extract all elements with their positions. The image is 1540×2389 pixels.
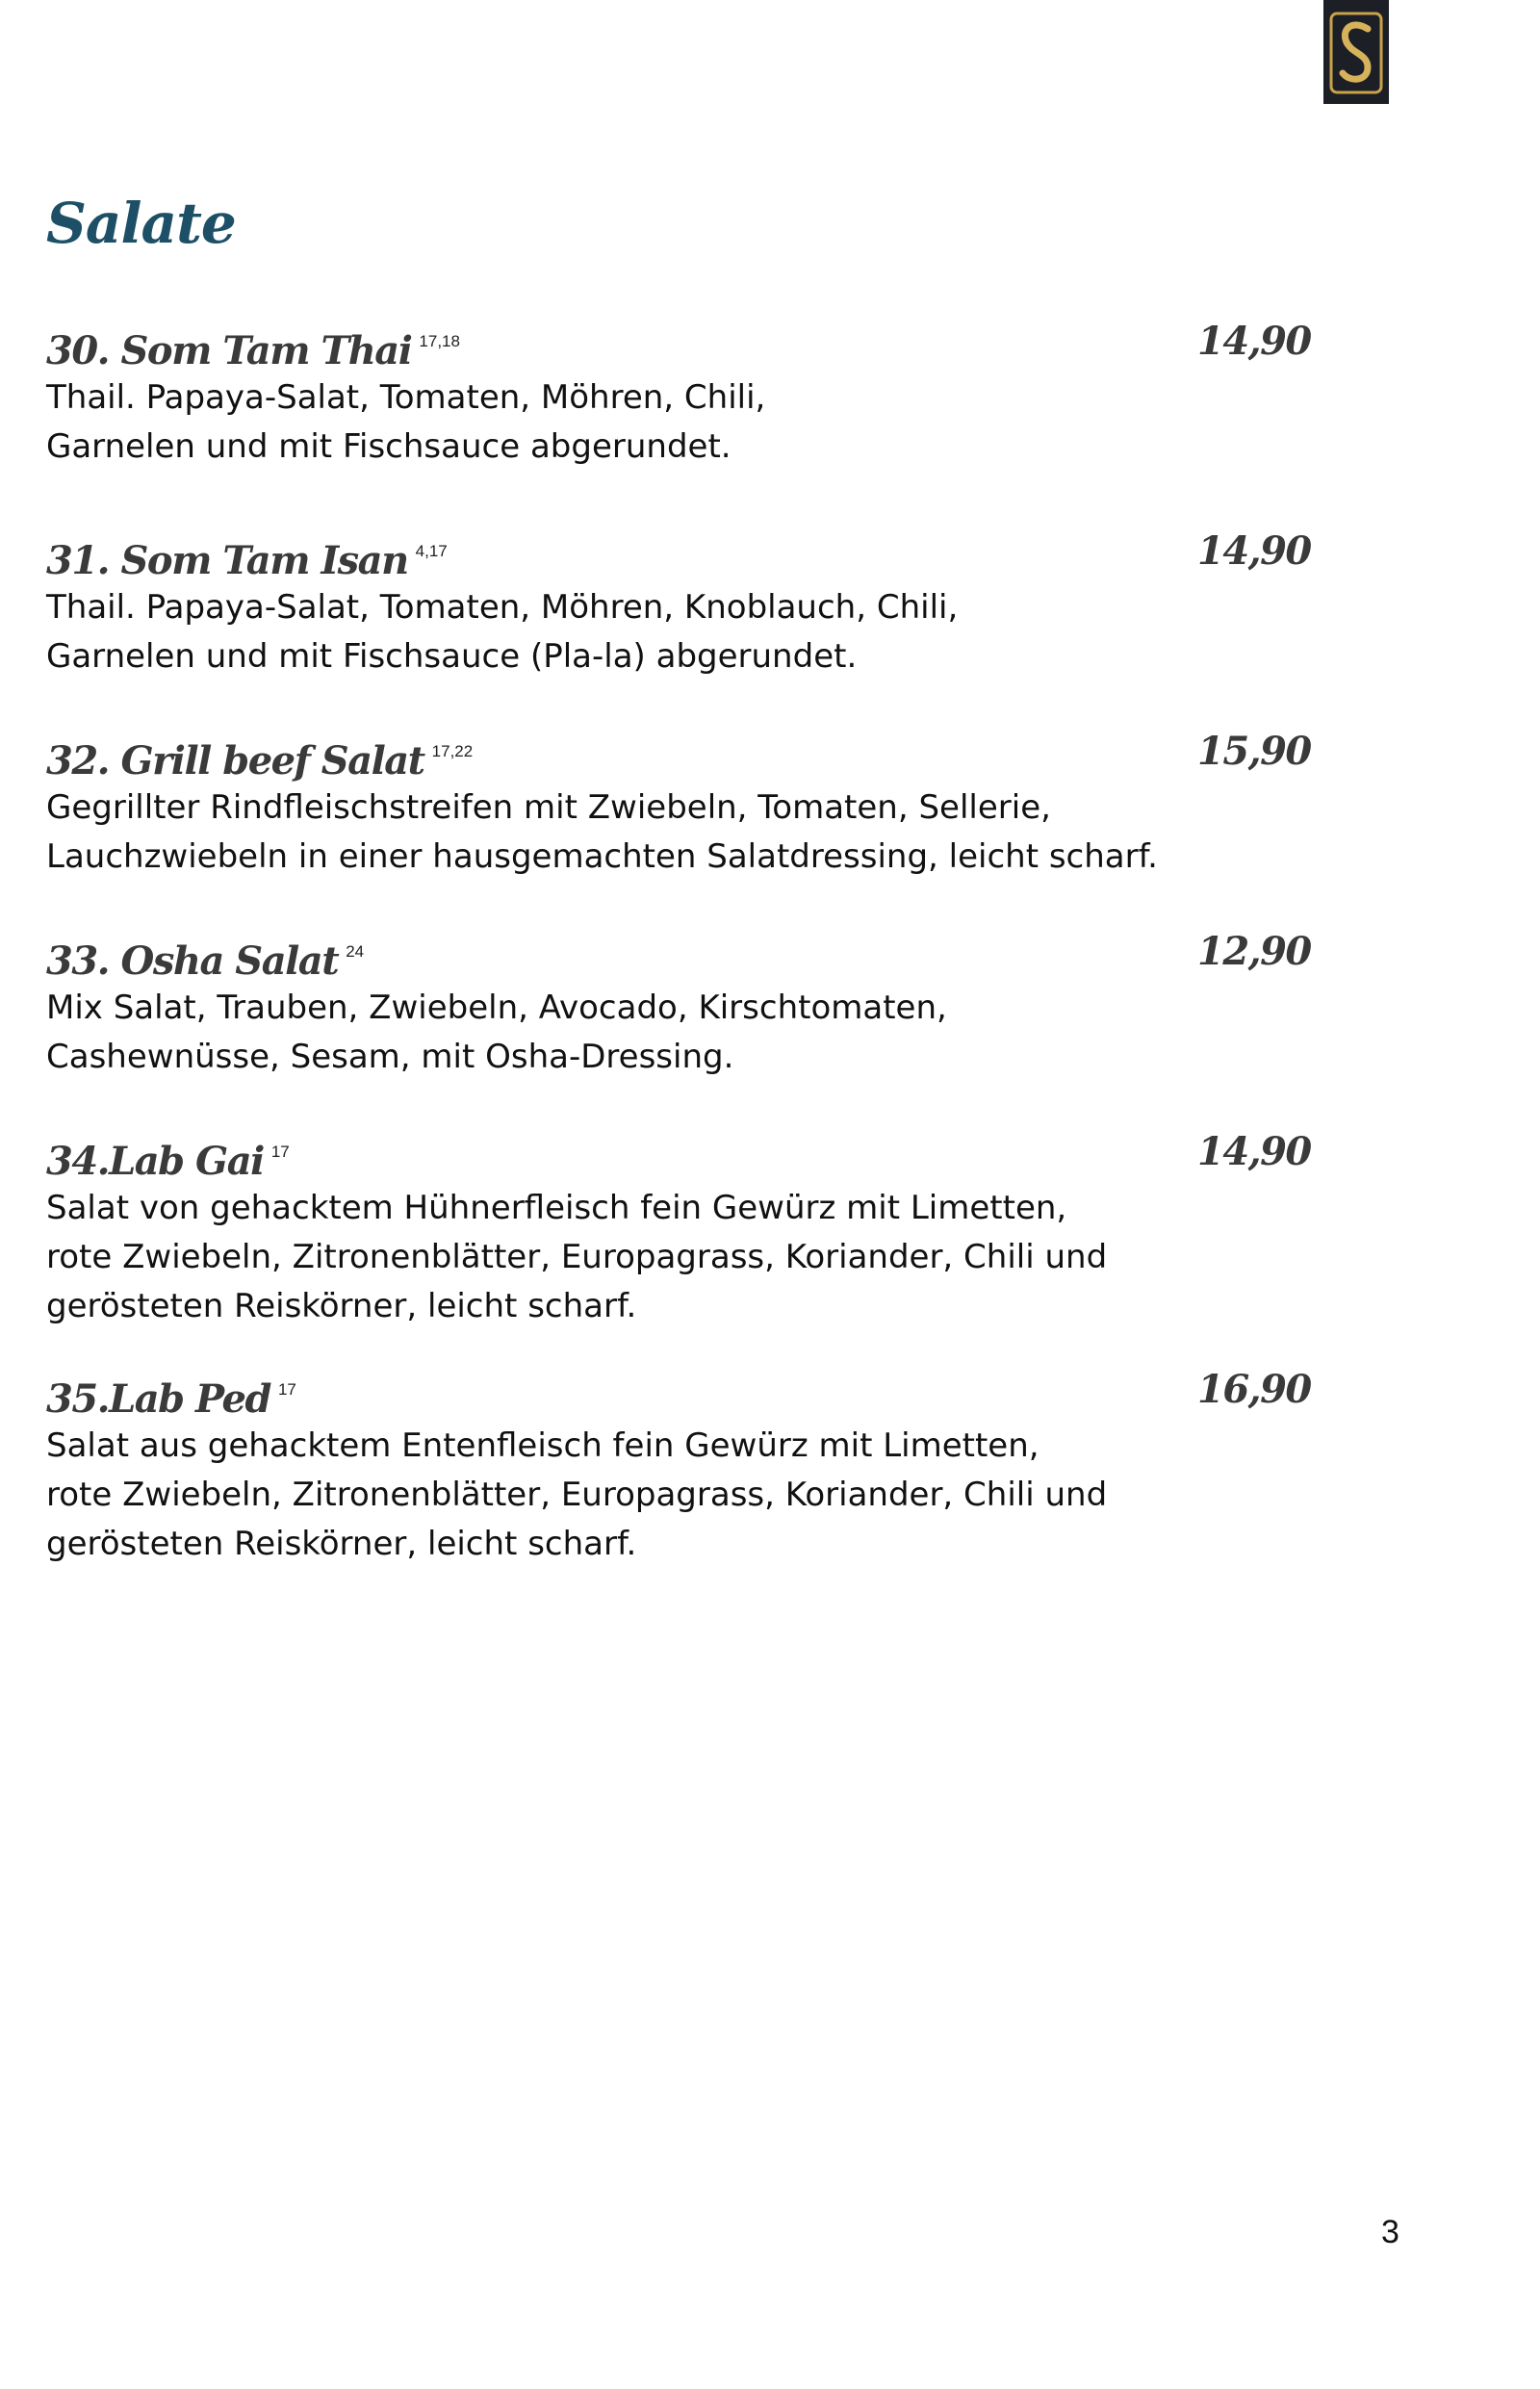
menu-list [46, 318, 1311, 1569]
section-title: Salate [46, 191, 236, 256]
item-description: Salat von gehacktem Hühnerfleisch fein Gewürz mit Limetten, rote Zwiebeln, Zitronenblätter, Europagrass, Koriander, Chili und gerösteten Reiskörner, leicht scharf. [46, 1189, 1108, 1325]
page-number: 3 [1381, 2214, 1399, 2250]
item-name: 35.Lab Ped [46, 1376, 270, 1422]
item-description: Thail. Papaya-Salat, Tomaten, Möhren, Chili, Garnelen und mit Fischsauce abgerundet. [46, 378, 766, 466]
menu-item [46, 527, 1311, 681]
item-name: 32. Grill beef Salat [46, 738, 424, 783]
item-name: 33. Osha Salat [46, 938, 339, 984]
menu-item [46, 318, 1311, 472]
menu-item [46, 728, 1311, 882]
item-description: Thail. Papaya-Salat, Tomaten, Möhren, Knoblauch, Chili, Garnelen und mit Fischsauce (Pla-la) abgerundet. [46, 588, 959, 676]
item-price: 12,90 [1197, 929, 1311, 974]
item-price: 15,90 [1197, 729, 1311, 774]
menu-item [46, 1128, 1311, 1331]
item-allergens: 17 [270, 1143, 290, 1161]
item-name-wrapper [46, 1128, 290, 1186]
item-description: Gegrillter Rindfleischstreifen mit Zwiebeln, Tomaten, Sellerie, Lauchzwiebeln in einer hausgemachten Salatdressing, leicht scharf. [46, 788, 1158, 876]
item-name: 30. Som Tam Thai [46, 328, 412, 373]
item-price: 14,90 [1197, 319, 1311, 364]
item-description: Salat aus gehacktem Entenfleisch fein Gewürz mit Limetten, rote Zwiebeln, Zitronenblätter, Europagrass, Koriander, Chili und gerösteten Reiskörner, leicht scharf. [46, 1426, 1108, 1563]
menu-item [46, 928, 1311, 1082]
item-name-wrapper [46, 527, 448, 585]
item-name-wrapper [46, 318, 460, 375]
item-price: 14,90 [1197, 1129, 1311, 1174]
item-name: 34.Lab Gai [46, 1139, 264, 1184]
item-price: 14,90 [1197, 528, 1311, 574]
menu-item [46, 1366, 1311, 1569]
item-allergens: 17 [277, 1380, 296, 1399]
item-allergens: 17,22 [431, 742, 474, 760]
item-allergens: 17,18 [419, 332, 460, 350]
item-name: 31. Som Tam Isan [46, 538, 408, 583]
restaurant-logo-icon [1323, 0, 1389, 104]
item-allergens: 24 [346, 942, 365, 961]
item-allergens: 4,17 [415, 542, 448, 560]
item-description: Mix Salat, Trauben, Zwiebeln, Avocado, Kirschtomaten, Cashewnüsse, Sesam, mit Osha-Dressing. [46, 989, 947, 1076]
item-name-wrapper [46, 1366, 296, 1424]
item-price: 16,90 [1197, 1367, 1311, 1412]
item-name-wrapper [46, 928, 364, 986]
item-name-wrapper [46, 728, 473, 785]
